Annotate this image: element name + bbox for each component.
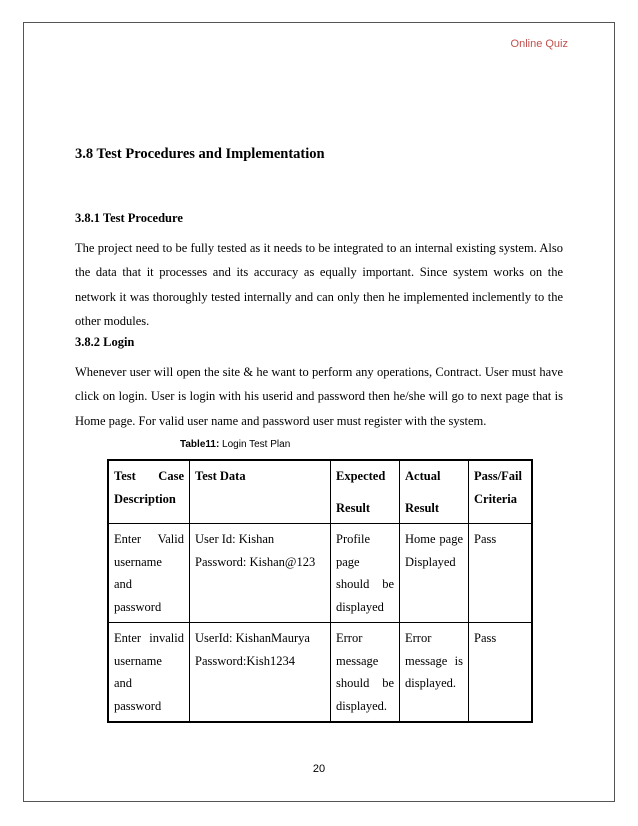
cell-description: Enter Valid username and password [108, 524, 190, 623]
cell-test-data: User Id: Kishan Password: Kishan@123 [190, 524, 331, 623]
page-number: 20 [312, 763, 326, 775]
paragraph-line: The project need to be fully tested as it needs to be integrated to an internal existing system. Also [75, 241, 563, 255]
caption-label: Table11: [180, 439, 220, 450]
table-row [108, 524, 532, 623]
section-title: 3.8 Test Procedures and Implementation [75, 146, 325, 162]
caption-text: Login Test Plan [219, 439, 291, 450]
table-header-row [108, 460, 532, 524]
test-procedure-paragraph [75, 236, 563, 333]
header-test-case-description: Test Case Description [108, 460, 190, 524]
paragraph-line: Whenever user will open the site & he want to perform any operations, Contract. User must have [75, 365, 563, 379]
paragraph-line: Home page. For valid user name and password user must register with the system. [75, 413, 487, 428]
cell-test-data: UserId: KishanMaurya Password:Kish1234 [190, 623, 331, 723]
cell-description: Enter invalid username and password [108, 623, 190, 723]
header-expected-result: Expected Result [331, 460, 400, 524]
cell-actual: Error message is displayed. [400, 623, 469, 723]
cell-expected: Error message should be displayed. [331, 623, 400, 723]
header-test-data: Test Data [190, 460, 331, 524]
paragraph-line: the data that it processes and its accuracy as equally important. Since system works on the [75, 265, 563, 280]
paragraph-line: other modules. [75, 313, 150, 328]
cell-status: Pass [469, 623, 533, 723]
subsection-title-test-procedure: 3.8.1 Test Procedure [75, 211, 183, 225]
paragraph-line: click on login. User is login with his userid and password then he/she will go to next page that is [75, 389, 563, 404]
login-paragraph [75, 360, 563, 433]
header-pass-fail-criteria: Pass/Fail Criteria [469, 460, 533, 524]
paragraph-line: network it was thoroughly tested internally and can only then he implemented inclemently to the [75, 289, 563, 304]
header-brand: Online Quiz [510, 38, 568, 50]
cell-actual: Home page Displayed [400, 524, 469, 623]
table-row [108, 623, 532, 723]
table-caption [180, 439, 290, 450]
cell-expected: Profile page should be displayed [331, 524, 400, 623]
cell-status: Pass [469, 524, 533, 623]
login-test-plan-table [107, 459, 533, 723]
header-actual-result: Actual Result [400, 460, 469, 524]
subsection-title-login: 3.8.2 Login [75, 335, 135, 349]
